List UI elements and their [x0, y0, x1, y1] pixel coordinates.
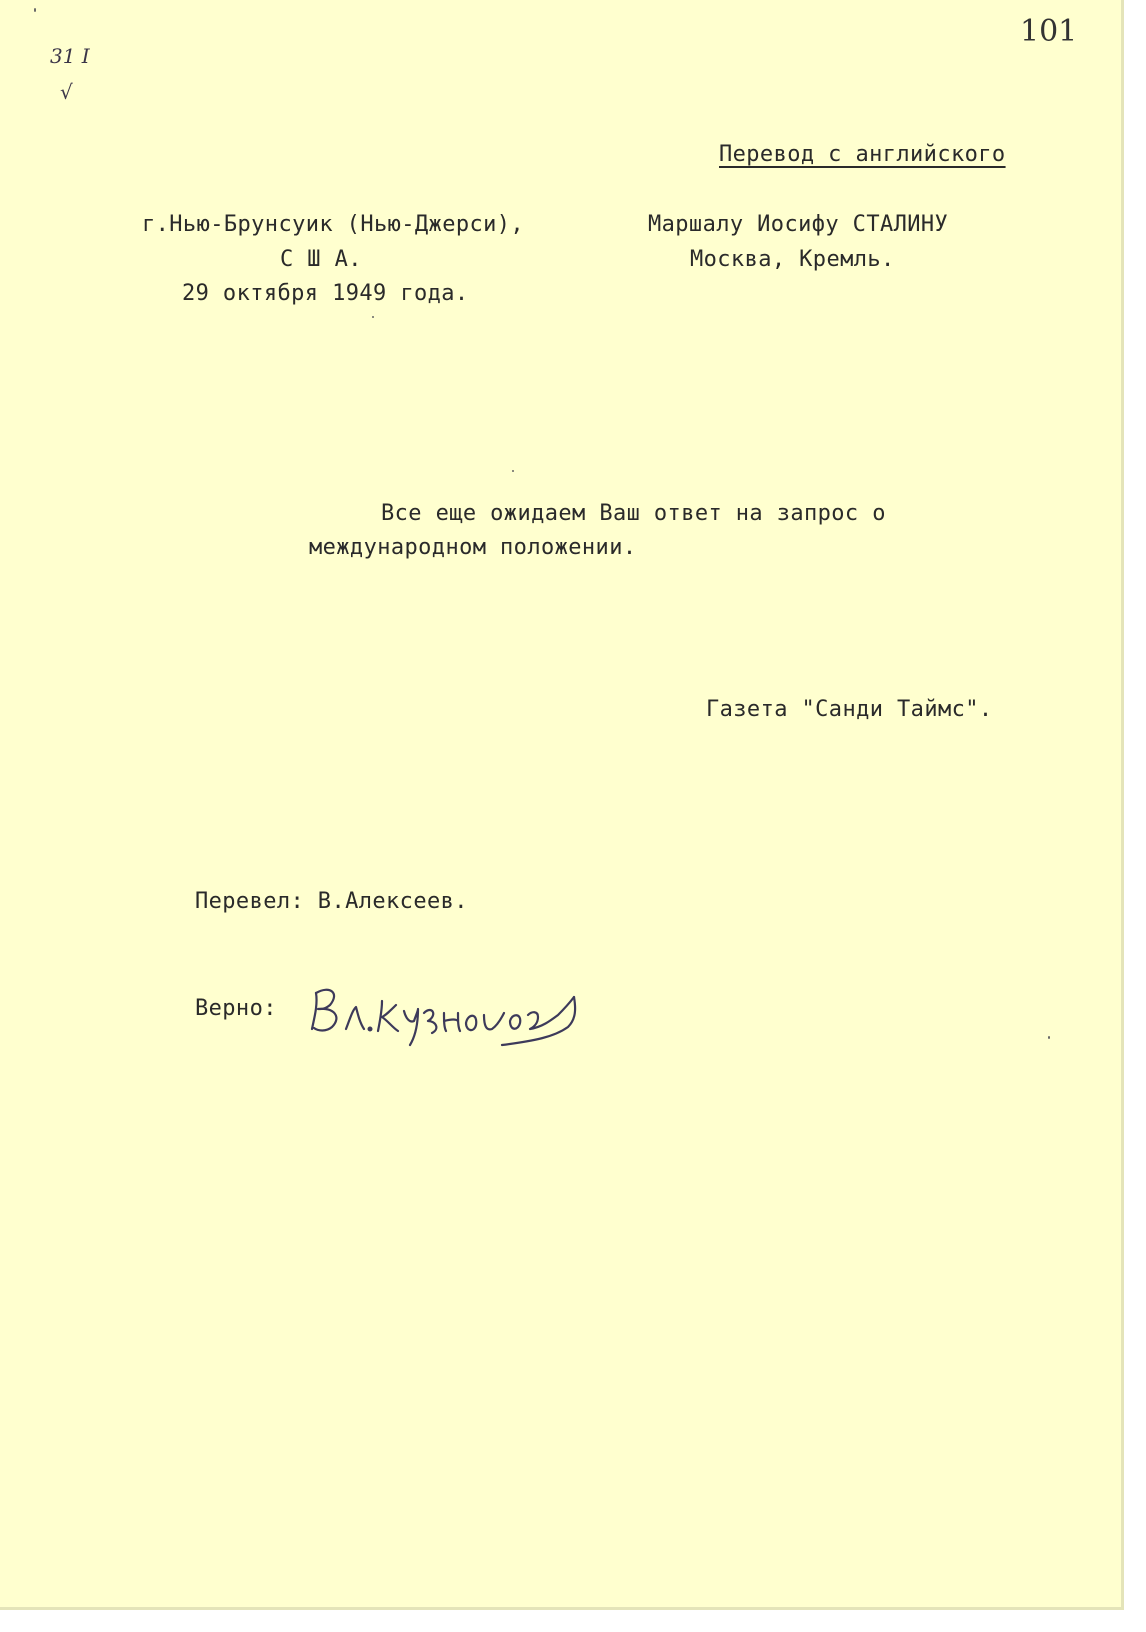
- margin-note: 31 I: [50, 44, 90, 68]
- handwritten-signature: [306, 975, 596, 1055]
- sender-location: г.Нью-Брунсуик (Нью-Джерси),: [142, 212, 525, 237]
- body-line-1: Все еще ожидаем Ваш ответ на запрос о: [381, 501, 886, 526]
- paper-speck: [34, 8, 36, 12]
- sender-country: С Ш А.: [280, 247, 362, 272]
- paper-speck: [512, 470, 514, 472]
- translation-note: Перевод с английского: [719, 142, 1006, 167]
- translated-by: Перевел: В.Алексеев.: [195, 889, 468, 914]
- paper-speck: [1048, 1036, 1050, 1039]
- archive-page-number: 101: [1020, 14, 1078, 49]
- paper-speck: [372, 316, 374, 318]
- recipient-name: Маршалу Иосифу СТАЛИНУ: [648, 212, 949, 237]
- margin-check: √: [60, 80, 73, 104]
- newspaper-signature: Газета "Санди Таймс".: [706, 697, 993, 722]
- verified-label: Верно:: [195, 996, 277, 1021]
- sender-date: 29 октября 1949 года.: [182, 281, 469, 306]
- body-line-2: международном положении.: [309, 535, 637, 560]
- recipient-address: Москва, Кремль.: [690, 247, 895, 272]
